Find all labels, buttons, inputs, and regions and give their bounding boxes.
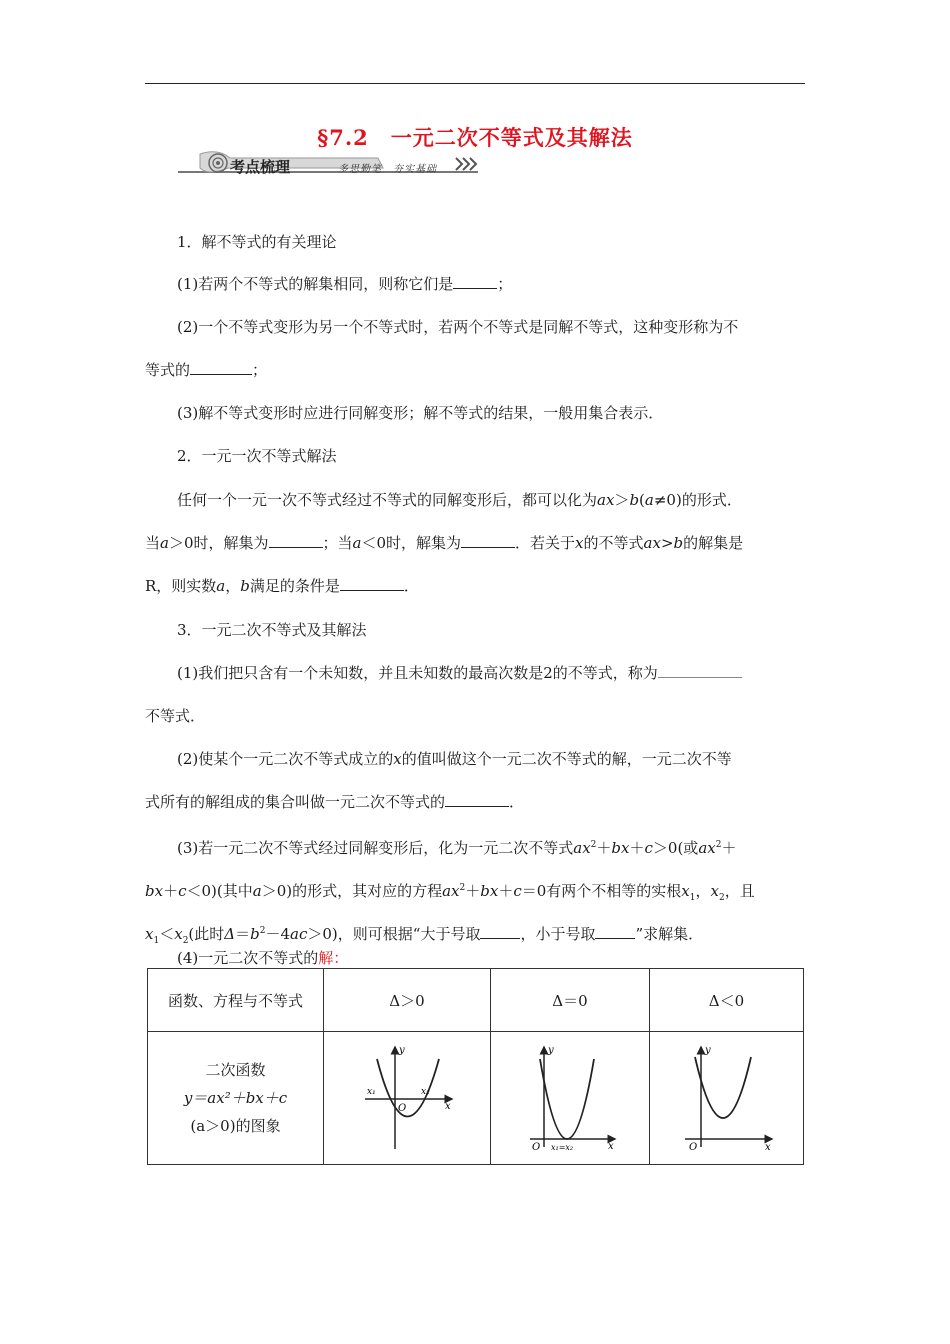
graph-cell-negative [650,1032,804,1165]
s3-p3a: (3)若一元二次不等式经过同解变形后，化为一元二次不等式$ax^2+bx+c>0$(或$ax^2+$ [177,839,737,857]
row-label-line: y＝ax²＋bx＋c [183,1089,288,1107]
parabola-double-root-graph [520,1039,620,1154]
s2-l1: 任何一个一元一次不等式经过不等式的同解变形后，都可以化为ax＞b(a≠0)的形式． [177,491,742,509]
s1-p2a: (2)一个不等式变形为另一个不等式时，若两个不等式是同解不等式，这种变形称为不 [177,318,739,336]
blank-5 [340,576,404,591]
s1-p1: (1)若两个不等式的解集相同，则称它们是 ； [177,275,513,293]
blank-8 [480,924,520,939]
discriminant-table [147,968,804,1165]
s2-l3: R，则实数a，b满足的条件是 ． [145,577,419,595]
s3-p3b: bx＋c＜0)(其中a＞0)的形式，其对应的方程$ax^2+bx+c=0$有两个不相等的实根$x_1$，$x_2$，且 [145,882,755,903]
header-rule [145,83,805,84]
origin-label: O [398,1102,407,1114]
banner-label: 考点梳理 [230,158,291,176]
row-label-cell [148,1032,324,1165]
parabola-no-roots-graph [677,1039,777,1154]
table-header-cell: Δ＝0 [491,969,650,1032]
y-axis-label: y [548,1044,554,1056]
origin-label: O [688,1141,697,1153]
s2-l2: 当a＞0时，解集为 ；当a＜0时，解集为 ．若关于x的不等式ax>b的解集是 [145,534,744,552]
blank-4 [461,533,515,548]
s3-p1a: (1)我们把只含有一个未知数，并且未知数的最高次数是2的不等式，称为 [177,663,839,683]
graph-cell-positive [324,1032,491,1165]
table-header-cell: Δ＞0 [324,969,491,1032]
parabola-curve [695,1057,751,1118]
graph-cell-zero [491,1032,650,1165]
blank-3 [269,533,323,548]
root-2-label: x₂ [421,1086,430,1097]
page-title: §7.2 一元二次不等式及其解法 [317,125,633,150]
s1-p2b: 等式的 ； [145,361,268,379]
s1-p3: (3)解不等式变形时应进行同解变形；解不等式的结果，一般用集合表示． [177,404,664,422]
s3-p4: (4)一元二次不等式的解： [177,949,349,967]
blank-9 [595,924,635,939]
table-header-row [148,969,804,1032]
root-1-label: x₁ [367,1086,376,1097]
table-header-cell: Δ＜0 [650,969,804,1032]
x-axis-label: x [445,1100,451,1112]
y-axis-label: y [704,1044,711,1056]
row-label-line: 二次函数 [205,1061,266,1079]
y-axis-label: y [399,1044,405,1056]
blank-1 [453,274,497,289]
s3-p2a: (2)使某个一元二次不等式成立的x的值叫做这个一元二次不等式的解，一元二次不等 [177,750,732,768]
s3-p2b: 式所有的解组成的集合叫做一元二次不等式的 ． [145,793,525,811]
blank-6 [658,663,742,678]
table-header-cell: 函数、方程与不等式 [148,969,324,1032]
parabola-curve [377,1059,439,1117]
section3-heading: 3．一元二次不等式及其解法 [177,621,367,639]
banner-subtitle: 多思勤笔 夯实基础 [338,164,437,175]
section1-heading: 1．解不等式的有关理论 [177,233,337,251]
x-axis-label: x [608,1140,614,1152]
parabola-curve [540,1059,594,1139]
origin-label: O [532,1141,541,1153]
row-label-line: (a＞0)的图象 [190,1117,281,1135]
s3-p1b: 不等式． [145,707,206,725]
x-axis-label: x [764,1141,771,1153]
chevrons-icon [456,158,476,170]
section2-heading: 2．一元一次不等式解法 [177,447,337,465]
s3-p3c: $x_1<x_2$(此时$\Delta=b^2-4ac>0$)，则可根据“大于号取 ，小于号取 ”求解集． [145,925,704,946]
parabola-two-roots-graph [357,1039,457,1154]
blank-2 [190,360,252,375]
blank-7 [445,792,509,807]
table-row [148,1032,804,1165]
double-root-label: x₁=x₂ [551,1142,574,1152]
